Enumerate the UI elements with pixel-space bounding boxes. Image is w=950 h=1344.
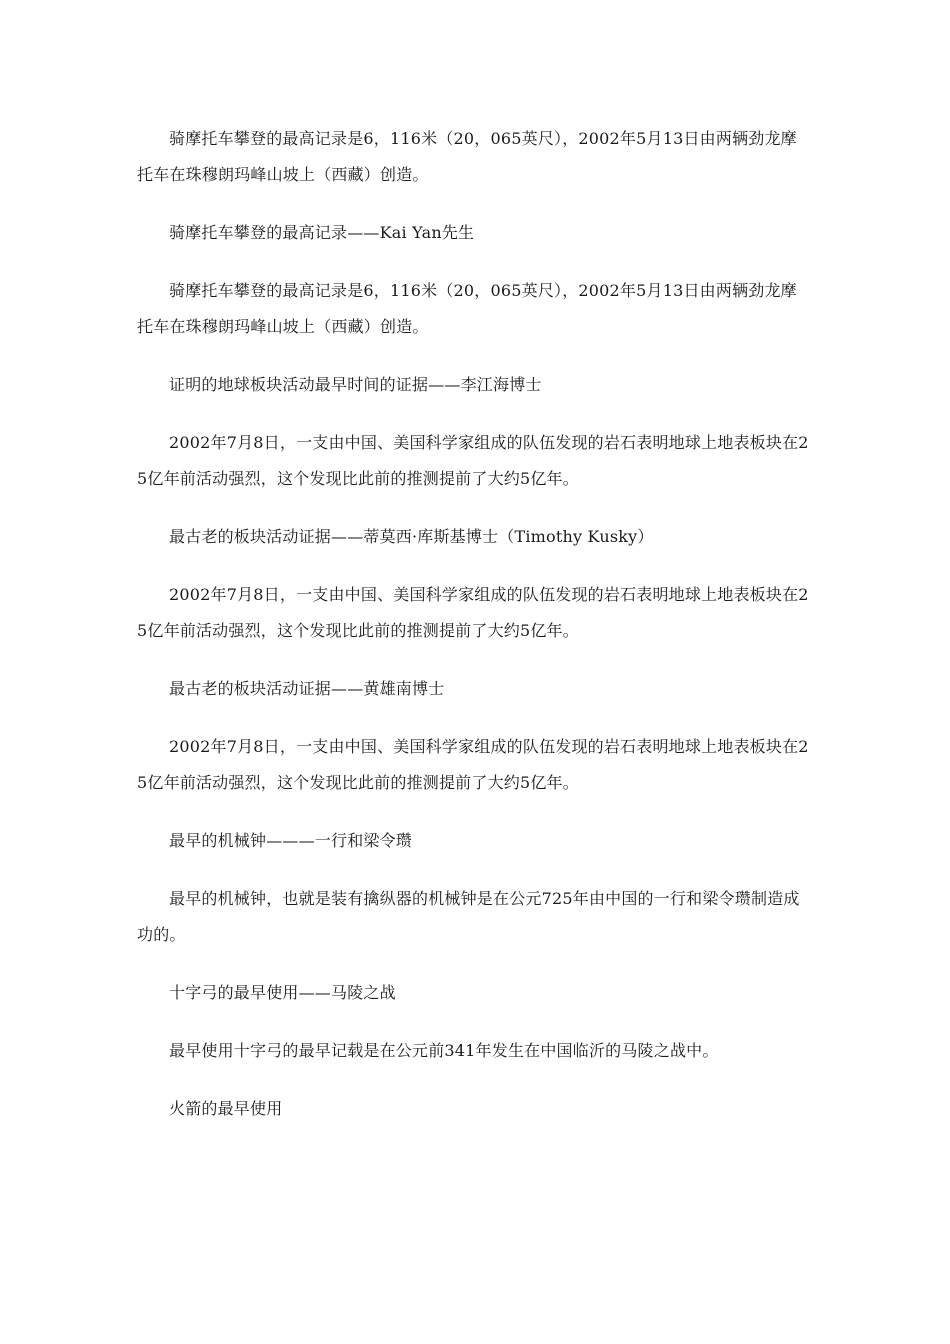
heading-motorcycle-record-kai-yan: 骑摩托车攀登的最高记录——Kai Yan先生 xyxy=(169,223,475,242)
heading-plate-activity-huang: 最古老的板块活动证据——黄雄南博士 xyxy=(169,679,445,698)
paragraph-motorcycle-record-repeat: 骑摩托车攀登的最高记录是6，116米（20，065英尺），2002年5月13日由两辆劲龙摩托车在珠穆朗玛峰山坡上（西藏）创造。 xyxy=(137,281,797,336)
heading-plate-activity-kusky: 最古老的板块活动证据——蒂莫西·库斯基博士（Timothy Kusky） xyxy=(169,527,654,546)
paragraph-plate-activity-2: 2002年7月8日，一支由中国、美国科学家组成的队伍发现的岩石表明地球上地表板块在25亿年前活动强烈，这个发现比此前的推测提前了大约5亿年。 xyxy=(137,585,809,640)
paragraph-crossbow: 最早使用十字弓的最早记载是在公元前341年发生在中国临沂的马陵之战中。 xyxy=(169,1041,719,1060)
heading-plate-activity-li: 证明的地球板块活动最早时间的证据——李江海博士 xyxy=(169,375,542,394)
heading-mechanical-clock: 最早的机械钟———一行和梁令瓒 xyxy=(169,831,413,850)
heading-crossbow: 十字弓的最早使用——马陵之战 xyxy=(169,983,396,1002)
heading-rocket: 火箭的最早使用 xyxy=(169,1099,283,1118)
paragraph-mechanical-clock: 最早的机械钟，也就是装有擒纵器的机械钟是在公元725年由中国的一行和梁令瓒制造成功的。 xyxy=(137,889,800,944)
paragraph-plate-activity-1: 2002年7月8日，一支由中国、美国科学家组成的队伍发现的岩石表明地球上地表板块在25亿年前活动强烈，这个发现比此前的推测提前了大约5亿年。 xyxy=(137,433,809,488)
document-body xyxy=(137,121,809,1149)
paragraph-motorcycle-record: 骑摩托车攀登的最高记录是6，116米（20，065英尺），2002年5月13日由两辆劲龙摩托车在珠穆朗玛峰山坡上（西藏）创造。 xyxy=(137,129,797,184)
paragraph-plate-activity-3: 2002年7月8日，一支由中国、美国科学家组成的队伍发现的岩石表明地球上地表板块在25亿年前活动强烈，这个发现比此前的推测提前了大约5亿年。 xyxy=(137,737,809,792)
